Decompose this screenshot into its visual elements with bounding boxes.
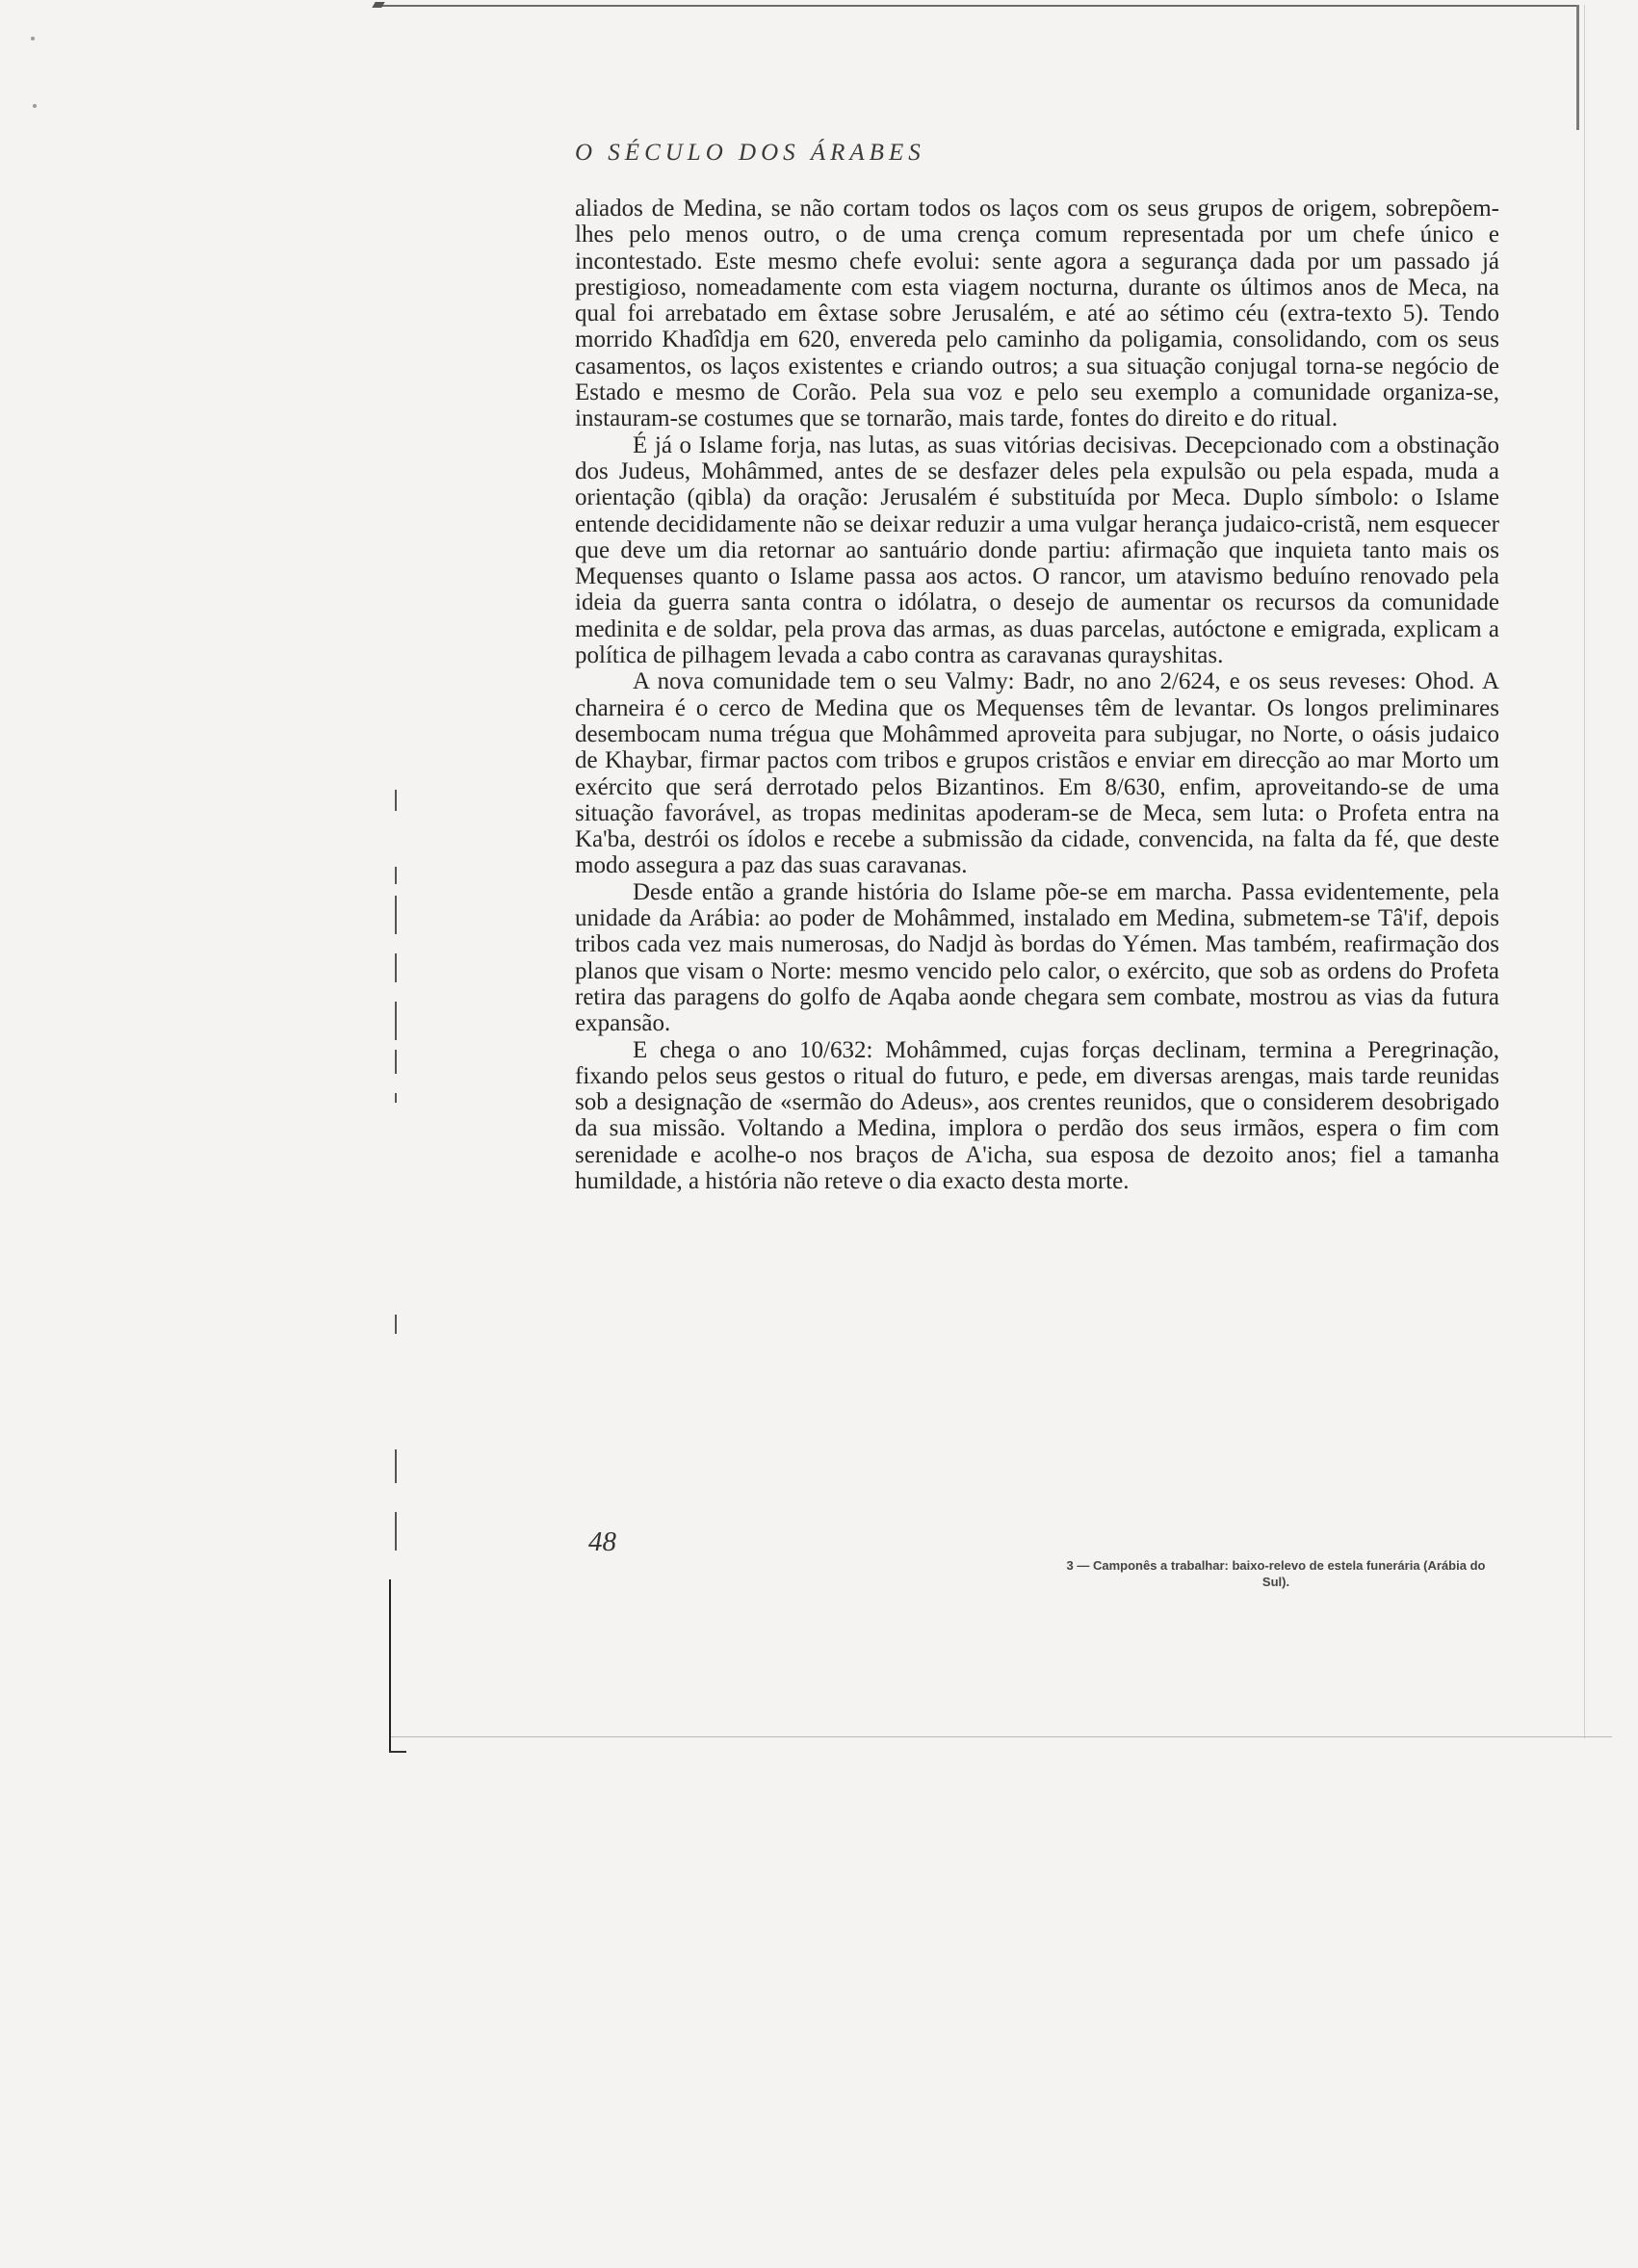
paragraph: E chega o ano 10/632: Mohâmmed, cujas forças declinam, termina a Peregrinação, fixando pelos seus gestos o ritual do futuro, e pede, em diversas arengas, mais tarde reunidas sob a designação de «sermão do Adeus», aos crentes reunidos, que o considerem desobrigado da sua missão. Voltando a Medina, implora o perdão dos seus irmãos, espera o fim com serenidade e acolhe-o nos braços de A'icha, sua esposa de dezoito anos; fiel a tamanha humildade, a história não reteve o dia exacto desta morte. xyxy=(575,1036,1499,1194)
margin-mark xyxy=(395,1449,397,1483)
margin-mark xyxy=(395,790,397,811)
scan-speck xyxy=(31,37,35,40)
page-number: 48 xyxy=(588,1526,616,1557)
paragraph: aliados de Medina, se não cortam todos os laços com os seus grupos de origem, sobrepõem-lhes pelo menos outro, o de uma crença comum representada por um chefe único e incontestado. Este mesmo chefe evolui: sente agora a segurança dada por um passado já prestigioso, nomeadamente com esta viagem nocturna, durante os últimos anos de Meca, na qual foi arrebatado em êxtase sobre Jerusalém, e até ao sétimo céu (extra-texto 5). Tendo morrido Khadîdja em 620, envereda pelo caminho da poligamia, consolidando, com os seus casamentos, os laços existentes e criando outros; a sua situação conjugal torna-se negócio de Estado e mesmo de Corão. Pela sua voz e pelo seu exemplo a comunidade organiza-se, instauram-se costumes que se tornarão, mais tarde, fontes do direito e do ritual. xyxy=(575,196,1499,432)
margin-mark xyxy=(395,1315,397,1334)
page-corner-mark xyxy=(372,2,384,8)
margin-mark xyxy=(395,896,397,934)
page-left-edge xyxy=(389,1579,391,1753)
margin-mark xyxy=(395,1002,397,1040)
margin-mark xyxy=(395,867,397,884)
page-bottom-edge xyxy=(389,1736,1612,1737)
body-text xyxy=(575,196,1499,1194)
margin-mark xyxy=(395,953,397,982)
margin-mark xyxy=(395,1050,397,1074)
paragraph: É já o Islame forja, nas lutas, as suas vitórias decisivas. Decepcionado com a obstinação dos Judeus, Mohâmmed, antes de se desfazer deles pela expulsão ou pela espada, muda a orientação (qibla) da oração: Jerusalém é substituída por Meca. Duplo símbolo: o Islame entende decididamente não se deixar reduzir a uma vulgar herança judaico-cristã, nem esquecer que deve um dia retornar ao santuário donde partiu: afirmação que inquieta tanto mais os Mequenses quanto o Islame passa aos actos. O rancor, um atavismo beduíno renovado pela ideia da guerra santa contra o idólatra, o desejo de aumentar os recursos da comunidade medinita e de soldar, pela prova das armas, as duas parcelas, autóctone e emigrada, explicam a política de pilhagem levada a cabo contra as caravanas qurayshitas. xyxy=(575,431,1499,669)
margin-mark xyxy=(395,1512,397,1551)
figure-caption: 3 — Camponês a trabalhar: baixo-relevo de estela funerária (Arábia do Sul). xyxy=(1066,1558,1486,1589)
page-right-edge-shadow xyxy=(1584,5,1585,1738)
running-head: O SÉCULO DOS ÁRABES xyxy=(575,140,925,166)
margin-mark xyxy=(395,1093,397,1103)
scan-speck xyxy=(33,104,37,108)
paragraph: A nova comunidade tem o seu Valmy: Badr, no ano 2/624, e os seus reveses: Ohod. A charneira é o cerco de Medina que os Mequenses têm de levantar. Os longos preliminares desembocam numa trégua que Mohâmmed aproveita para subjugar, no Norte, o oásis judaico de Khaybar, firmar pactos com tribos e grupos cristãos e enviar em direcção ao mar Morto um exército que será derrotado pelos Bizantinos. Em 8/630, enfim, aproveitando-se de uma situação favorável, as tropas medinitas apoderam-se de Meca, sem luta: o Profeta entra na Ka'ba, destrói os ídolos e recebe a submissão da cidade, convencida, na falta da fé, que deste modo assegura a paz das suas caravanas. xyxy=(575,668,1499,879)
page-right-edge xyxy=(1576,5,1579,130)
page-top-edge xyxy=(377,5,1579,7)
paragraph: Desde então a grande história do Islame põe-se em marcha. Passa evidentemente, pela unidade da Arábia: ao poder de Mohâmmed, instalado em Medina, submetem-se Tâ'if, depois tribos cada vez mais numerosas, do Nadjd às bordas do Yémen. Mas também, reafirmação dos planos que visam o Norte: mesmo vencido pelo calor, o exército, que sob as ordens do Profeta retira das paragens do golfo de Aqaba aonde chegara sem combate, mostrou as vias da futura expansão. xyxy=(575,878,1499,1037)
page-left-tick xyxy=(389,1751,406,1753)
